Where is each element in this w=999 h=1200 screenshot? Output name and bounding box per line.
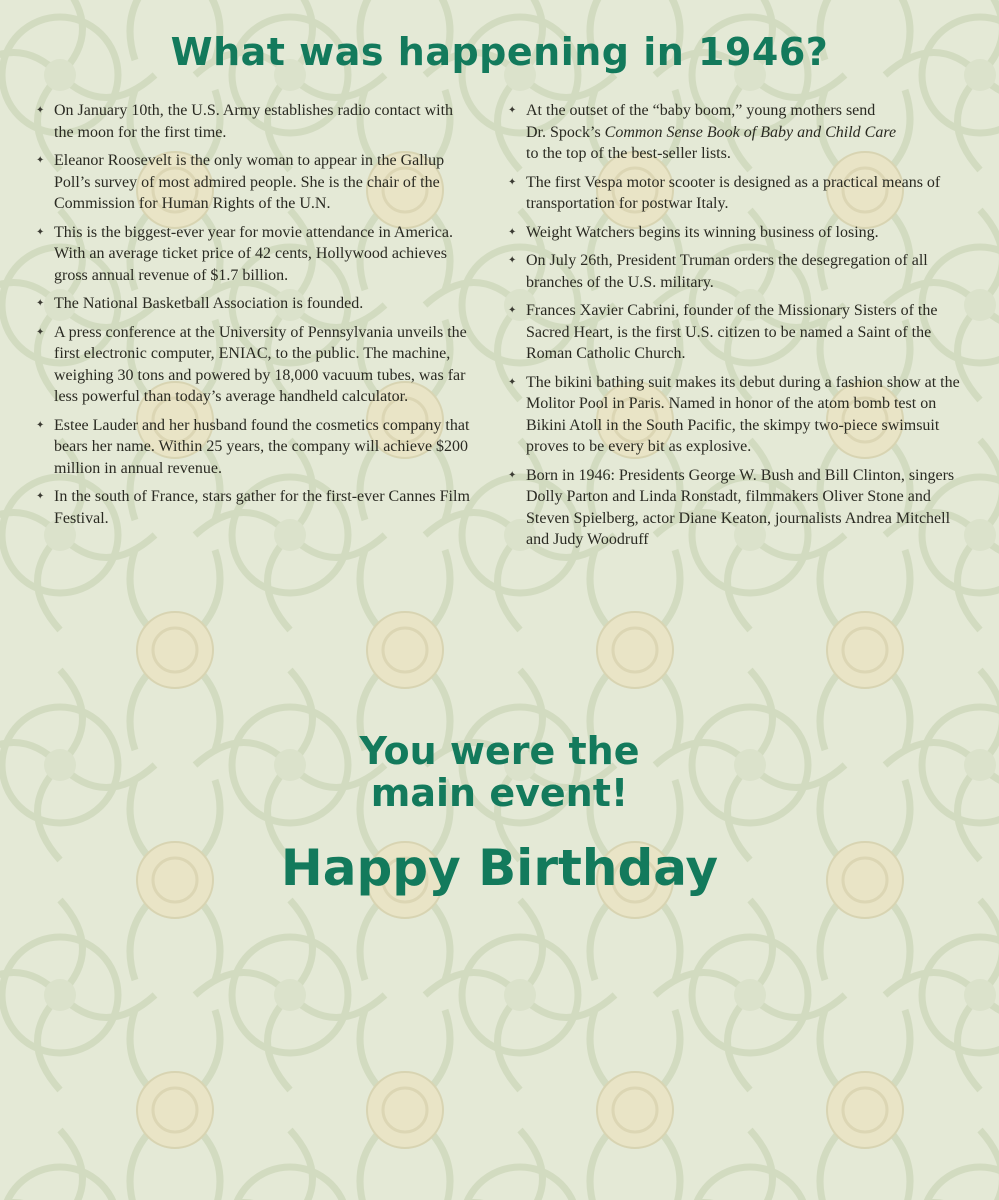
bullet-icon: ✦	[508, 255, 517, 266]
bullet-icon: ✦	[36, 491, 45, 502]
bullet-icon: ✦	[508, 305, 517, 316]
list-item	[508, 222, 960, 244]
book-author: Dr. Spock’s	[526, 123, 605, 141]
event-text: The first Vespa motor scooter is designed as a practical means of transportation for postwar Italy.	[526, 173, 941, 212]
bullet-icon: ✦	[36, 298, 45, 309]
closing-message	[0, 730, 999, 814]
event-text: The bikini bathing suit makes its debut during a fashion show at the Molitor Pool in Paris. Named in honor of the atom bomb test on Bikini Atoll in the South Pacific, the skimpy two-piece swimsuit proves to be every bit as explosive.	[526, 373, 960, 455]
bullet-icon: ✦	[36, 155, 45, 166]
event-text: In the south of France, stars gather for the first-ever Cannes Film Festival.	[54, 488, 470, 527]
list-item	[36, 150, 476, 215]
list-item	[508, 465, 960, 551]
bullet-icon: ✦	[36, 105, 45, 116]
list-item	[36, 486, 476, 529]
event-text: Weight Watchers begins its winning business of losing.	[526, 223, 879, 241]
bullet-icon: ✦	[36, 226, 45, 238]
event-text: A press conference at the University of Pennsylvania unveils the first electronic computer, ENIAC, to the public. The machine, weighing 30 tons and powered by 18,000 vacuum tubes, was far less powerful than today’s average handheld calculator.	[54, 323, 467, 405]
bullet-icon: ✦	[508, 176, 517, 188]
bullet-icon: ✦	[508, 105, 517, 116]
event-text: This is the biggest-ever year for movie attendance in America. With an average ticket price of 42 cents, Hollywood achieves gross annual revenue of $1.7 billion.	[54, 223, 453, 284]
closing-line-1: You were the	[359, 729, 640, 773]
event-text: Born in 1946: Presidents George W. Bush and Bill Clinton, singers Dolly Parton and Linda Ronstadt, filmmakers Oliver Stone and Steven Spielberg, actor Diane Keaton, journalists Andrea Mitchell and Judy Woodruff	[526, 466, 955, 548]
event-text-book-line	[526, 122, 960, 144]
list-item	[508, 250, 960, 293]
event-text: to the top of the best-seller lists.	[526, 145, 731, 162]
events-list-left	[36, 100, 476, 536]
list-item	[36, 222, 476, 287]
bullet-icon: ✦	[508, 226, 517, 238]
bullet-icon: ✦	[36, 419, 45, 431]
list-item	[36, 415, 476, 480]
event-text: The National Basketball Association is founded.	[54, 295, 364, 312]
event-text: Frances Xavier Cabrini, founder of the Missionary Sisters of the Sacred Heart, is the first U.S. citizen to be named a Saint of the Roman Catholic Church.	[526, 302, 938, 362]
list-item	[508, 300, 960, 365]
closing-line-2: main event!	[370, 771, 629, 815]
bullet-icon: ✦	[36, 326, 45, 338]
birthday-greeting: Happy Birthday	[280, 839, 719, 897]
list-item	[36, 293, 476, 315]
event-text: Eleanor Roosevelt is the only woman to appear in the Gallup Poll’s survey of most admired people. She is the chair of the Commission for Human Rights of the U.N.	[54, 152, 445, 212]
list-item	[36, 100, 476, 143]
bullet-icon: ✦	[508, 376, 517, 388]
event-text: On January 10th, the U.S. Army establishes radio contact with the moon for the first time.	[54, 102, 454, 141]
event-text: Estee Lauder and her husband found the cosmetics company that bears her name. Within 25 years, the company will achieve $200 million in annual revenue.	[54, 416, 470, 477]
list-item	[508, 100, 960, 165]
events-list-right	[508, 100, 960, 558]
list-item	[36, 322, 476, 408]
event-text: At the outset of the “baby boom,” young mothers send	[526, 102, 876, 119]
bullet-icon: ✦	[508, 469, 517, 481]
list-item	[508, 172, 960, 215]
page-title: What was happening in 1946?	[170, 30, 829, 74]
list-item	[508, 372, 960, 458]
book-title: Common Sense Book of Baby and Child Care	[604, 123, 897, 141]
event-text: On July 26th, President Truman orders the desegregation of all branches of the U.S. military.	[526, 252, 928, 291]
